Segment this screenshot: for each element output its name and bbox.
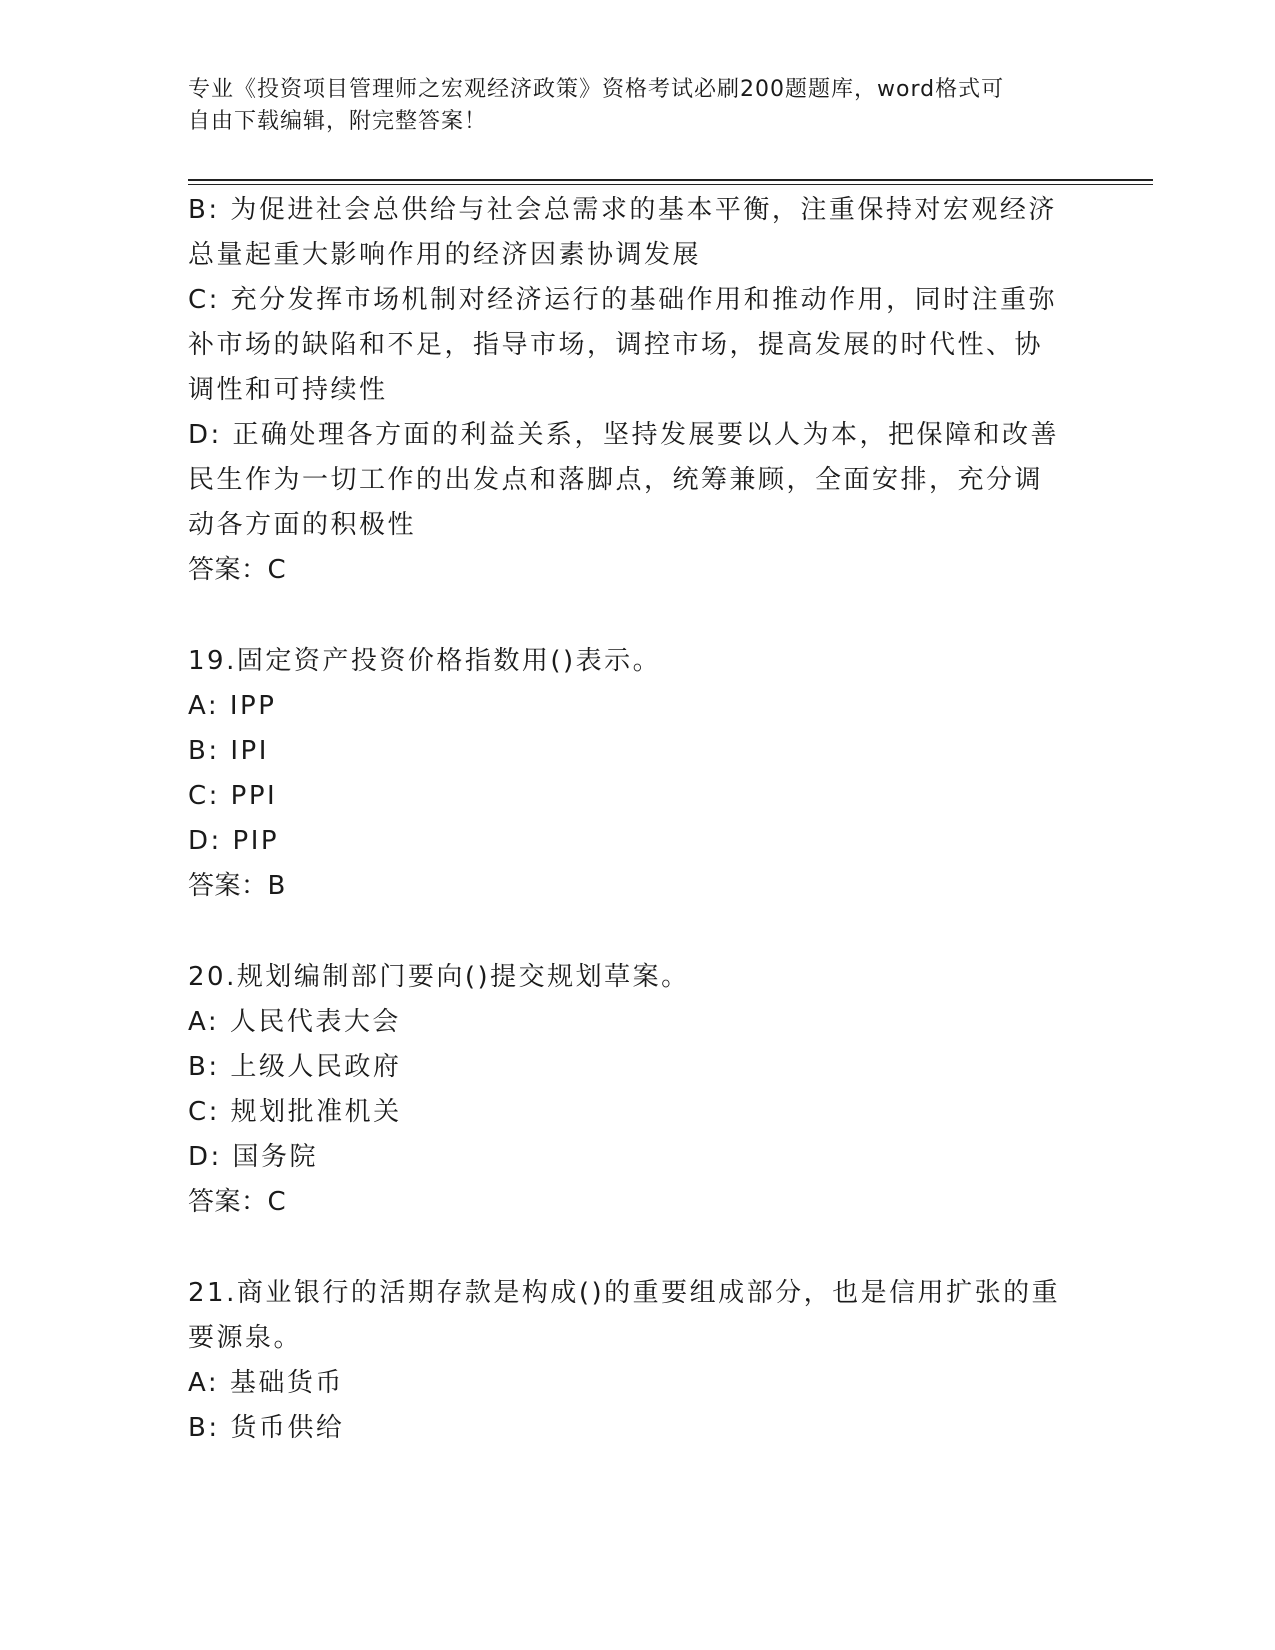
q18-answer: 答案：C <box>188 555 287 585</box>
q18-option-d-line-3: 动各方面的积极性 <box>188 510 417 540</box>
q21-option-b: B: 货币供给 <box>188 1413 345 1443</box>
q19-option-a: A: IPP <box>188 691 277 721</box>
question-21-block <box>188 1271 1088 1451</box>
q19-option-b: B: IPI <box>188 736 269 766</box>
header-divider-thick <box>188 179 1153 181</box>
q21-option-a: A: 基础货币 <box>188 1368 344 1398</box>
q18-option-c-line-1: C: 充分发挥市场机制对经济运行的基础作用和推动作用，同时注重弥 <box>188 285 1058 315</box>
q18-option-c-line-2: 补市场的缺陷和不足，指导市场，调控市场，提高发展的时代性、协 <box>188 330 1044 360</box>
document-header <box>188 74 1088 138</box>
q21-question-line-1: 21.商业银行的活期存款是构成()的重要组成部分，也是信用扩张的重 <box>188 1278 1061 1308</box>
q18-option-d-line-2: 民生作为一切工作的出发点和落脚点，统筹兼顾，全面安排，充分调 <box>188 465 1044 495</box>
q21-question-line-2: 要源泉。 <box>188 1323 303 1353</box>
q20-option-c: C: 规划批准机关 <box>188 1097 402 1127</box>
spacer <box>188 593 1088 639</box>
question-19-block <box>188 639 1088 909</box>
question-18-block <box>188 188 1088 593</box>
header-title-line-2: 自由下载编辑，附完整答案！ <box>188 109 488 134</box>
q19-answer: 答案：B <box>188 871 286 901</box>
q18-option-c-line-3: 调性和可持续性 <box>188 375 388 405</box>
header-title-line-1: 专业《投资项目管理师之宏观经济政策》资格考试必刷200题题库，word格式可 <box>188 77 1005 102</box>
q18-option-d-line-1: D: 正确处理各方面的利益关系，坚持发展要以人为本，把保障和改善 <box>188 420 1060 450</box>
spacer <box>188 1225 1088 1271</box>
q19-question: 19.固定资产投资价格指数用()表示。 <box>188 646 662 676</box>
q18-option-b-line-2: 总量起重大影响作用的经济因素协调发展 <box>188 240 702 270</box>
q18-option-b-line-1: B: 为促进社会总供给与社会总需求的基本平衡，注重保持对宏观经济 <box>188 195 1057 225</box>
q20-option-b: B: 上级人民政府 <box>188 1052 402 1082</box>
spacer <box>188 909 1088 955</box>
q20-option-d: D: 国务院 <box>188 1142 319 1172</box>
header-divider-thin <box>188 184 1153 185</box>
q20-option-a: A: 人民代表大会 <box>188 1007 401 1037</box>
question-20-block <box>188 955 1088 1225</box>
document-body <box>188 188 1088 1451</box>
q20-question: 20.规划编制部门要向()提交规划草案。 <box>188 962 690 992</box>
q20-answer: 答案：C <box>188 1187 287 1217</box>
q19-option-d: D: PIP <box>188 826 280 856</box>
q19-option-c: C: PPI <box>188 781 278 811</box>
